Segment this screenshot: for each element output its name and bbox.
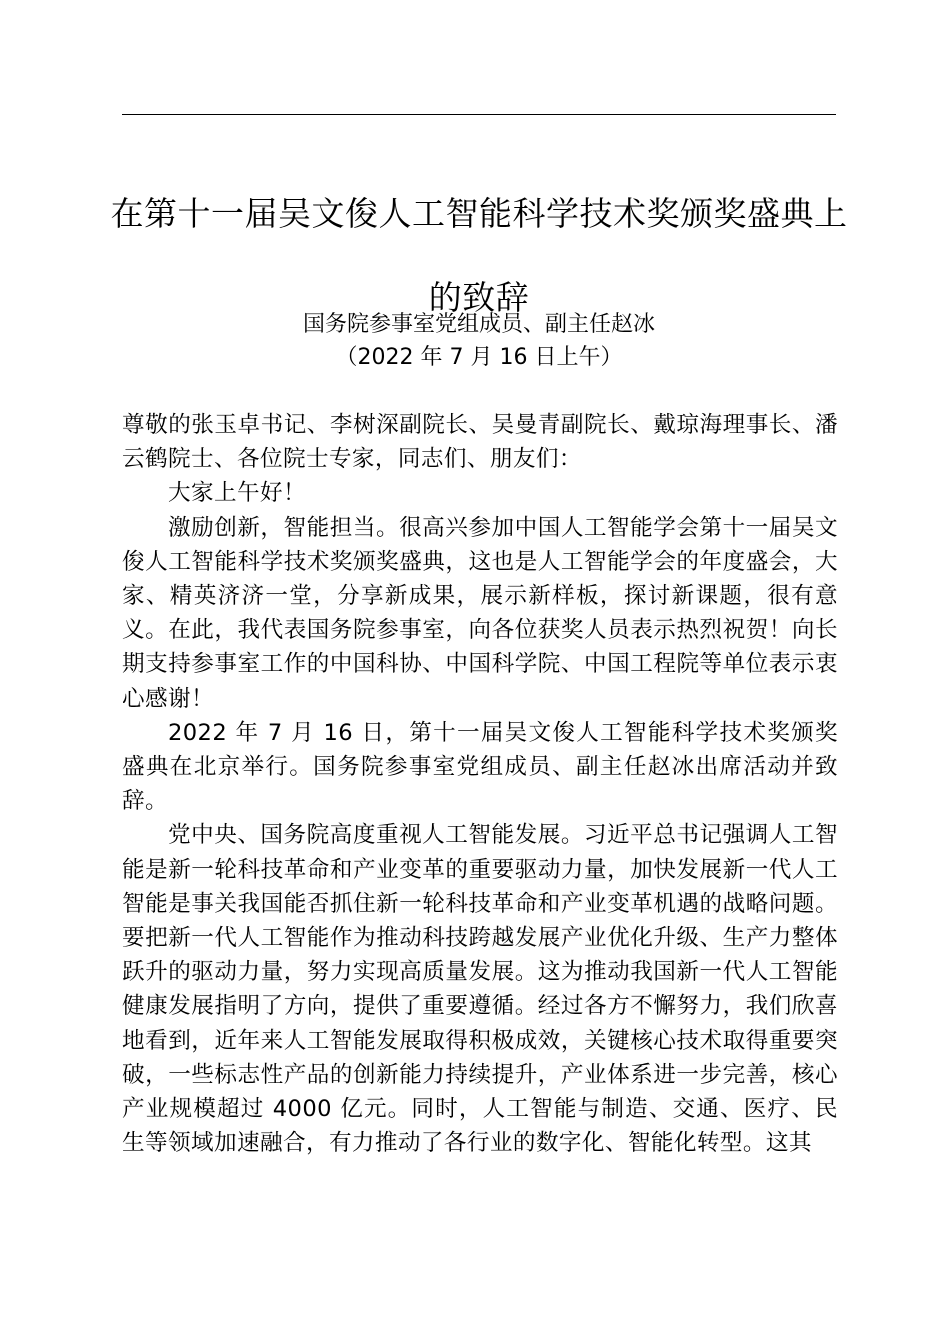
- body-paragraph: 激励创新，智能担当。很高兴参加中国人工智能学会第十一届吴文俊人工智能科学技术奖颁奖盛典，这也是人工智能学会的年度盛会，大家、精英济济一堂，分享新成果，展示新样板，探讨新课题，很有意义。在此，我代表国务院参事室，向各位获奖人员表示热烈祝贺！向长期支持参事室工作的中国科协、中国科学院、中国工程院等单位表示衷心感谢！: [122, 514, 838, 712]
- body-paragraph: 党中央、国务院高度重视人工智能发展。习近平总书记强调人工智能是新一轮科技革命和产业变革的重要驱动力量，加快发展新一代人工智能是事关我国能否抓住新一轮科技革命和产业变革机遇的战略问题。要把新一代人工智能作为推动科技跨越发展产业优化升级、生产力整体跃升的驱动力量，努力实现高质量发展。这为推动我国新一代人工智能健康发展指明了方向，提供了重要遵循。经过各方不懈努力，我们欣喜地看到，近年来人工智能发展取得积极成效，关键核心技术取得重要突破，一些标志性产品的创新能力持续提升，产业体系进一步完善，核心产业规模超过 4000 亿元。同时，人工智能与制造、交通、医疗、民生等领域加速融合，有力推动了各行业的数字化、智能化转型。这其: [122, 822, 838, 1157]
- speech-title: 在第十一届吴文俊人工智能科学技术奖颁奖盛典上的致辞: [110, 194, 848, 317]
- salutation-paragraph: 尊敬的张玉卓书记、李树深副院长、吴曼青副院长、戴琼海理事长、潘云鹤院士、各位院士专家，同志们、朋友们：: [122, 412, 838, 473]
- speech-body: [122, 408, 838, 1160]
- event-note-paragraph: 2022 年 7 月 16 日，第十一届吴文俊人工智能科学技术奖颁奖盛典在北京举行。国务院参事室党组成员、副主任赵冰出席活动并致辞。: [122, 719, 838, 815]
- header-rule: [122, 114, 836, 115]
- greeting-paragraph: 大家上午好！: [168, 480, 306, 507]
- speaker-line: 国务院参事室党组成员、副主任赵冰: [302, 312, 655, 337]
- speech-date: （2022 年 7 月 16 日上午）: [335, 345, 623, 370]
